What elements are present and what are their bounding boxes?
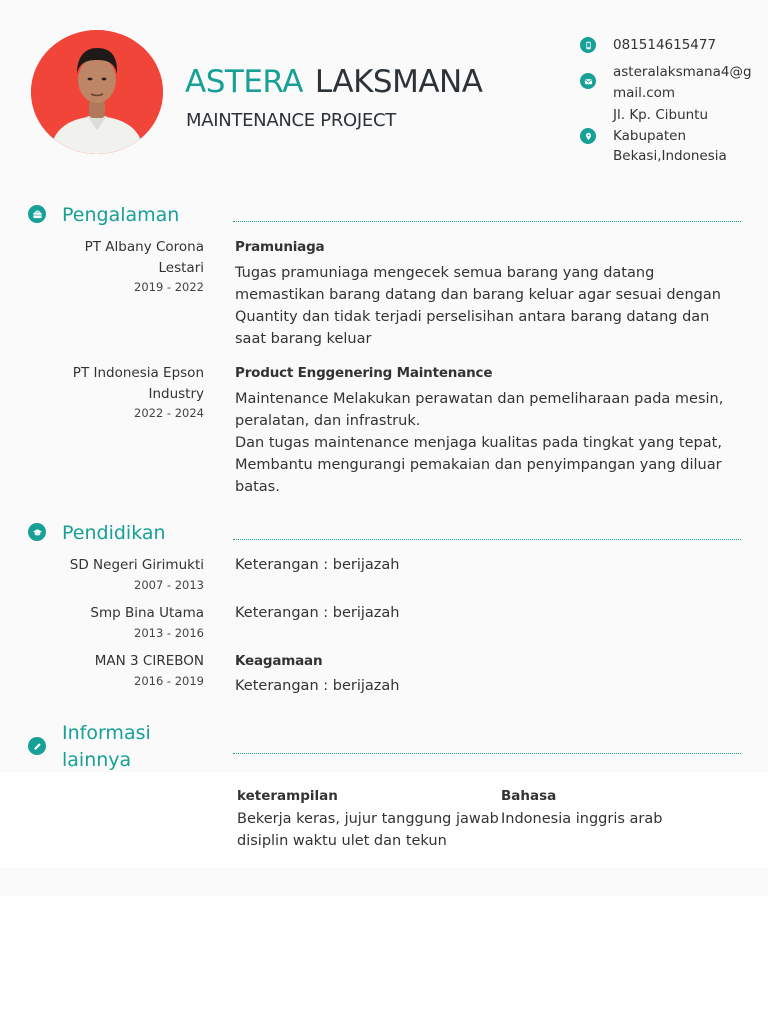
contact-phone — [580, 37, 717, 53]
section-title-experience: Pengalaman — [62, 204, 180, 226]
education-detail-1 — [235, 554, 735, 576]
section-title-other-line-1: Informasi — [62, 722, 151, 744]
education-school-3 — [40, 651, 204, 689]
skills-label: keterampilan — [237, 788, 338, 804]
contact-address — [580, 107, 727, 164]
resume-sheet-footer — [0, 868, 768, 896]
skills-block — [237, 787, 499, 852]
school-dates: 2016 - 2019 — [134, 673, 204, 688]
address-line-1: Jl. Kp. Cibuntu — [613, 107, 709, 123]
address-line-3: Bekasi,Indonesia — [613, 148, 727, 164]
graduation-cap-icon — [28, 523, 46, 541]
school-name: MAN 3 CIREBON — [94, 653, 204, 669]
section-divider-education — [233, 539, 741, 540]
profile-photo-image — [31, 30, 163, 154]
school-name: Smp Bina Utama — [90, 605, 204, 621]
education-school-1 — [40, 555, 204, 593]
section-title-other-line-2: lainnya — [62, 749, 132, 771]
experience-org-2 — [40, 363, 204, 421]
experience-org-1 — [40, 237, 204, 295]
org-dates: 2022 - 2024 — [134, 406, 204, 420]
language-label: Bahasa — [501, 788, 557, 804]
experience-detail-1 — [235, 238, 735, 350]
education-note: Keterangan : berijazah — [235, 605, 400, 621]
full-name — [185, 62, 482, 102]
school-dates: 2013 - 2016 — [134, 625, 204, 640]
section-title-education: Pendidikan — [62, 522, 166, 544]
org-name-line-2: Industry — [148, 385, 204, 402]
education-detail-3 — [235, 652, 735, 697]
first-name: ASTERA — [185, 64, 303, 100]
address — [613, 105, 727, 167]
profile-photo — [31, 30, 163, 154]
role-description — [235, 388, 735, 498]
phone-icon — [580, 37, 596, 53]
envelope-icon — [580, 73, 596, 89]
section-divider-experience — [233, 221, 741, 222]
email-line-2: mail.com — [613, 84, 676, 101]
org-name-line-1: PT Albany Corona — [84, 239, 204, 255]
role-description: Tugas pramuniaga mengecek semua barang yang datang memastikan barang datang dan barang keluar agar sesuai dengan Quantity dan tidak terjadi perselisihan antara barang datang dan saat barang keluar — [235, 265, 721, 347]
phone-number: 081514615477 — [613, 37, 717, 53]
education-note: Keterangan : berijazah — [235, 678, 400, 694]
briefcase-icon — [28, 205, 46, 223]
org-name-line-1: PT Indonesia Epson — [72, 365, 204, 381]
education-detail-2 — [235, 602, 735, 624]
section-title-other — [62, 720, 151, 774]
org-dates: 2019 - 2022 — [134, 280, 204, 294]
school-name: SD Negeri Girimukti — [69, 557, 204, 573]
skills-text: Bekerja keras, jujur tanggung jawab disiplin waktu ulet dan tekun — [237, 811, 499, 849]
email-address — [613, 62, 752, 103]
location-pin-icon — [580, 128, 596, 144]
last-name: LAKSMANA — [314, 64, 483, 100]
language-text: Indonesia inggris arab — [501, 811, 663, 827]
contact-email — [580, 64, 752, 101]
address-line-2: Kabupaten — [613, 127, 687, 144]
section-divider-other — [233, 753, 741, 754]
education-school-2 — [40, 603, 204, 641]
role-description-line-2: Dan tugas maintenance menjaga kualitas pada tingkat yang tepat, Membantu mengurangi pemakaian dan penyimpangan yang diluar batas. — [235, 435, 722, 495]
experience-detail-2 — [235, 364, 735, 498]
job-title: MAINTENANCE PROJECT — [186, 110, 396, 131]
role-title: Pramuniaga — [235, 239, 325, 255]
role-description-line-1: Maintenance Melakukan perawatan dan pemeliharaan pada mesin, peralatan, dan infrastruk. — [235, 391, 724, 429]
school-dates: 2007 - 2013 — [134, 577, 204, 592]
org-name — [40, 237, 204, 278]
language-block — [501, 787, 741, 830]
role-title: Product Enggenering Maintenance — [235, 365, 493, 381]
education-note: Keterangan : berijazah — [235, 557, 400, 573]
org-name-line-2: Lestari — [158, 259, 204, 276]
education-major: Keagamaan — [235, 653, 323, 669]
email-line-1: asteralaksmana4@g — [613, 64, 752, 80]
pencil-icon — [28, 737, 46, 755]
org-name — [40, 363, 204, 404]
